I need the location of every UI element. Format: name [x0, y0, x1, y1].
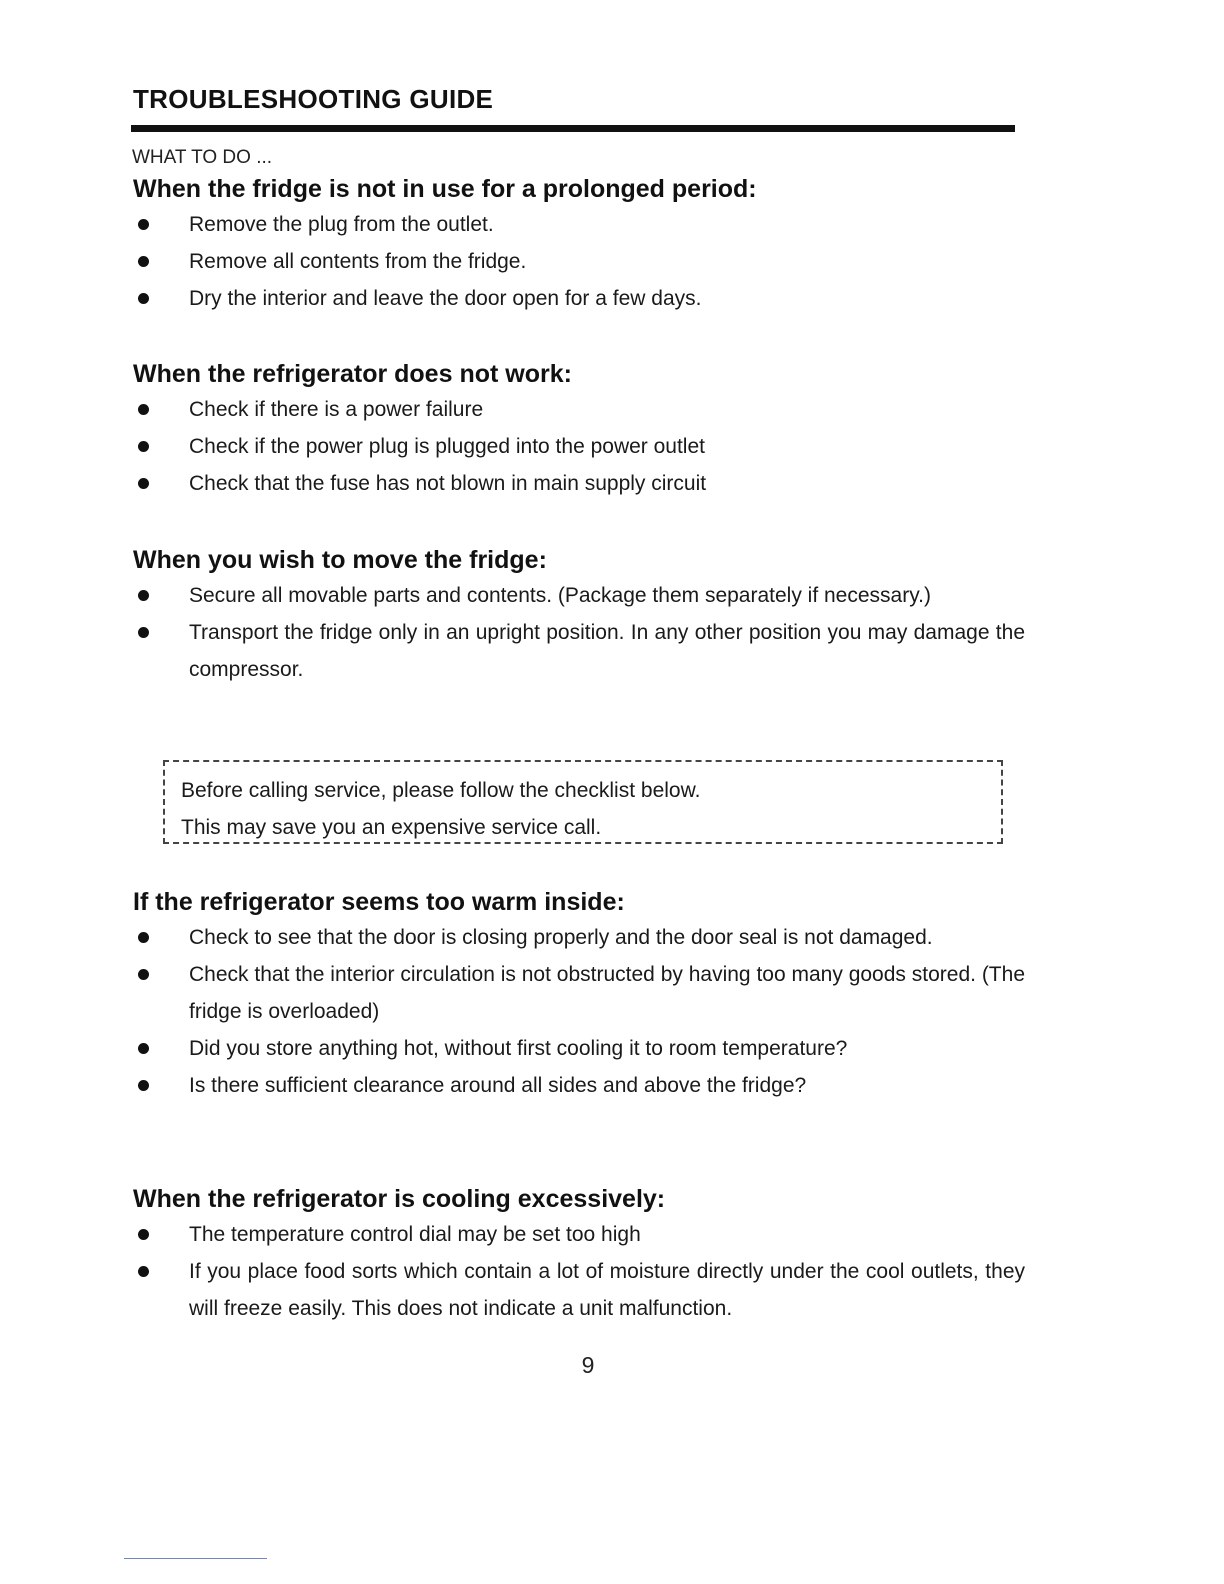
what-to-do-label: WHAT TO DO ... [132, 147, 273, 168]
bullet-icon [138, 590, 149, 601]
section-heading: When you wish to move the fridge: [133, 546, 547, 574]
bullet-icon [138, 219, 149, 230]
list-item: Is there sufficient clearance around all sides and above the fridge? [133, 1067, 1025, 1104]
bullet-icon [138, 1266, 149, 1277]
list-item: Check that the fuse has not blown in main supply circuit [133, 465, 1025, 502]
list-item: Check to see that the door is closing properly and the door seal is not damaged. [133, 919, 1025, 956]
note-line-1: Before calling service, please follow the checklist below. [181, 779, 701, 802]
bullet-icon [138, 404, 149, 415]
list-item: Check if there is a power failure [133, 391, 1025, 428]
section-cooling-excessively [133, 1182, 1025, 1327]
section-does-not-work [133, 357, 1025, 502]
list-item: Dry the interior and leave the door open for a few days. [133, 280, 1025, 317]
list-item: Secure all movable parts and contents. (Package them separately if necessary.) [133, 577, 1025, 614]
section-heading: When the refrigerator is cooling excessively: [133, 1185, 666, 1213]
bullet-icon [138, 627, 149, 638]
bullet-icon [138, 1080, 149, 1091]
bullet-icon [138, 478, 149, 489]
title-divider [131, 125, 1015, 132]
page-number: 9 [581, 1352, 595, 1378]
list-item: Did you store anything hot, without first cooling it to room temperature? [133, 1030, 1025, 1067]
bullet-icon [138, 932, 149, 943]
bullet-icon [138, 293, 149, 304]
section-heading: When the fridge is not in use for a prolonged period: [133, 175, 757, 203]
bullet-icon [138, 1229, 149, 1240]
section-move-fridge [133, 543, 1025, 688]
page-title: TROUBLESHOOTING GUIDE [133, 84, 494, 114]
list-item: Check that the interior circulation is not obstructed by having too many goods stored. (The fridge is overloaded) [133, 956, 1025, 1030]
note-line-2: This may save you an expensive service call. [181, 816, 602, 839]
list-item: Transport the fridge only in an upright position. In any other position you may damage the compressor. [133, 614, 1025, 688]
list-item: If you place food sorts which contain a lot of moisture directly under the cool outlets, they will freeze easily. This does not indicate a unit malfunction. [133, 1253, 1025, 1327]
service-note-box [163, 760, 1003, 844]
bullet-icon [138, 256, 149, 267]
bullet-icon [138, 441, 149, 452]
list-item: The temperature control dial may be set too high [133, 1216, 1025, 1253]
section-heading: If the refrigerator seems too warm inside: [133, 888, 625, 916]
bullet-icon [138, 969, 149, 980]
section-not-in-use [133, 172, 1025, 317]
section-too-warm [133, 885, 1025, 1104]
bullet-icon [138, 1043, 149, 1054]
section-heading: When the refrigerator does not work: [133, 360, 572, 388]
list-item: Check if the power plug is plugged into the power outlet [133, 428, 1025, 465]
footer-rule [124, 1558, 267, 1559]
list-item: Remove all contents from the fridge. [133, 243, 1025, 280]
list-item: Remove the plug from the outlet. [133, 206, 1025, 243]
